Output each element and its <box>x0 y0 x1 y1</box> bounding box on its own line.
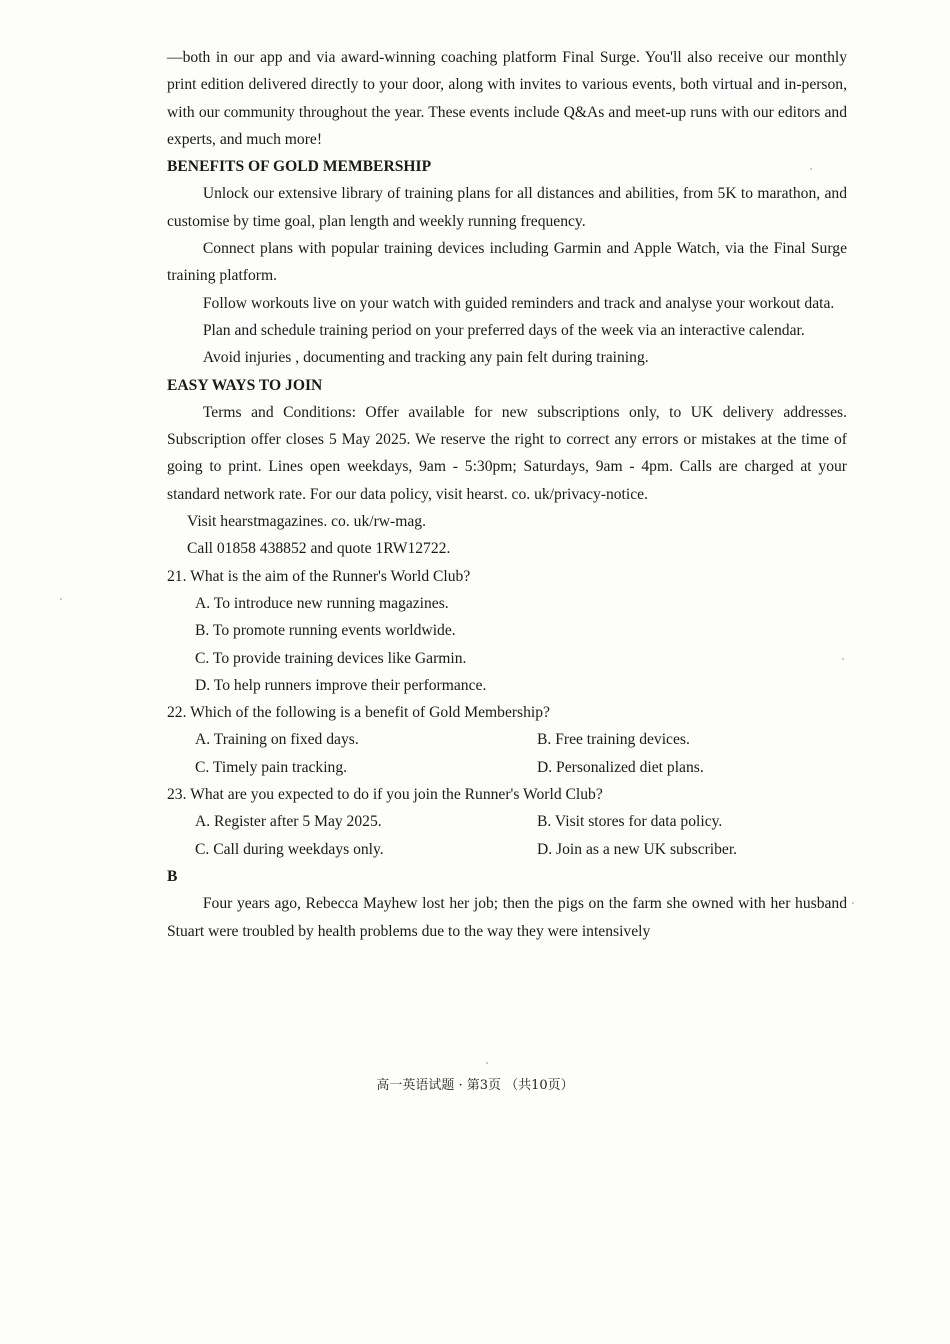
option-d: D. Join as a new UK subscriber. <box>537 840 738 858</box>
gold-benefit-2: Connect plans with popular training devices including Garmin and Apple Watch, via the Final Surge training platform. <box>167 240 847 285</box>
option-c: C. To provide training devices like Garmin. <box>195 649 467 667</box>
option-c: C. Call during weekdays only. <box>195 840 384 858</box>
option-d: D. Personalized diet plans. <box>537 758 704 776</box>
question-stem: 22. Which of the following is a benefit of Gold Membership? <box>167 704 550 722</box>
option-row <box>167 836 847 863</box>
option-d: D. To help runners improve their performance. <box>195 676 487 694</box>
option-a: A. Training on fixed days. <box>195 731 359 749</box>
page-footer: 高一英语试题 · 第3页 （共10页） <box>376 1078 574 1093</box>
scan-speck <box>486 1062 488 1064</box>
visit-line: Visit hearstmagazines. co. uk/rw-mag. <box>187 513 426 531</box>
option-row <box>167 808 847 835</box>
gold-benefit-3: Follow workouts live on your watch with guided reminders and track and analyse your workout data. <box>202 294 835 312</box>
question-stem: 23. What are you expected to do if you join the Runner's World Club? <box>167 786 603 804</box>
option-row <box>167 726 847 753</box>
page-content <box>167 44 847 945</box>
gold-benefit-1: Unlock our extensive library of training plans for all distances and abilities, from 5K to marathon, and customise by time goal, plan length and weekly running frequency. <box>167 185 847 230</box>
question-22 <box>167 699 847 781</box>
section-b-passage: Four years ago, Rebecca Mayhew lost her job; then the pigs on the farm she owned with her husband Stuart were troubled by health problems due to the way they were intensively <box>167 895 847 940</box>
terms-paragraph: Terms and Conditions: Offer available for new subscriptions only, to UK delivery addresses. Subscription offer closes 5 May 2025. We reserve the right to correct any errors or mistakes at the time of going to print. Lines open weekdays, 9am - 5:30pm; Saturdays, 9am - 4pm. Calls are charged at your standard network rate. For our data policy, visit hearst. co. uk/privacy-notice. <box>167 403 847 503</box>
question-stem: 21. What is the aim of the Runner's World Club? <box>167 567 471 585</box>
easy-ways-heading: EASY WAYS TO JOIN <box>167 376 323 394</box>
gold-membership-heading: BENEFITS OF GOLD MEMBERSHIP <box>167 158 432 176</box>
option-c: C. Timely pain tracking. <box>195 758 348 776</box>
scan-speck <box>60 598 62 600</box>
option-b: B. Visit stores for data policy. <box>537 813 723 831</box>
scan-speck <box>842 658 844 660</box>
option-b: B. Free training devices. <box>537 731 690 749</box>
option-row <box>167 754 847 781</box>
question-23 <box>167 781 847 863</box>
section-b-label: B <box>167 867 178 885</box>
gold-benefit-4: Plan and schedule training period on your preferred days of the week via an interactive calendar. <box>202 321 805 339</box>
call-line: Call 01858 438852 and quote 1RW12722. <box>187 540 451 558</box>
question-21 <box>167 563 847 699</box>
scan-speck <box>852 902 854 904</box>
intro-paragraph: —both in our app and via award-winning coaching platform Final Surge. You'll also receive our monthly print edition delivered directly to your door, along with invites to various events, both virtual and in-person, with our community throughout the year. These events include Q&As and meet-up runs with our editors and experts, and much more! <box>167 49 847 148</box>
scan-speck <box>810 168 812 170</box>
option-a: A. To introduce new running magazines. <box>195 594 449 612</box>
option-a: A. Register after 5 May 2025. <box>195 813 382 831</box>
gold-benefit-5: Avoid injuries , documenting and tracking any pain felt during training. <box>202 349 649 367</box>
option-b: B. To promote running events worldwide. <box>195 622 456 640</box>
